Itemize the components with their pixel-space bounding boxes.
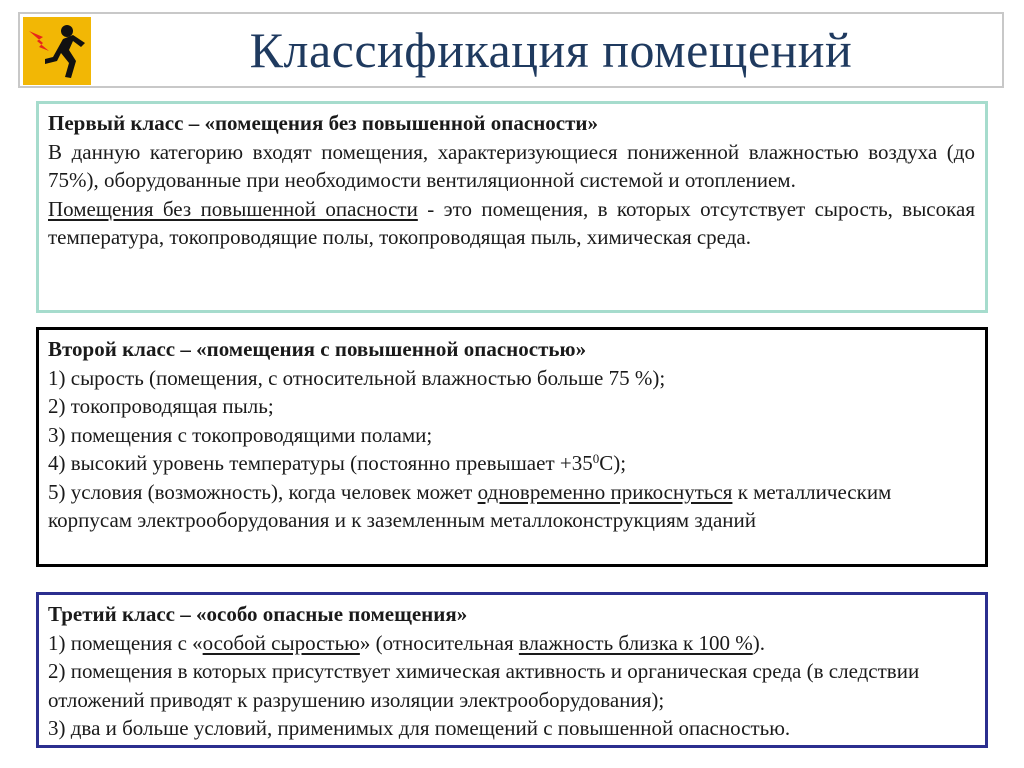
class2-item-4-unit: С); xyxy=(599,451,627,475)
electric-shock-warning-icon xyxy=(23,17,91,85)
class1-description: В данную категорию входят помещения, характеризующиеся пониженной влажностью воздуха (до 75%), оборудованные при необходимости вентиляционной системой и отоплением. xyxy=(48,139,975,192)
class2-item-2: 2) токопроводящая пыль; xyxy=(48,394,274,418)
class3-item-1-c: ). xyxy=(752,630,765,655)
class1-term-rest: - это помещения, в которых отсутствует сырость, высокая температура, токопроводящие полы, токопроводящая пыль, химическая среда. xyxy=(48,196,975,249)
class2-item-4 xyxy=(48,449,975,478)
class3-item-1-a: 1) помещения с « xyxy=(48,630,203,655)
class1-definition xyxy=(48,195,975,252)
class2-item-5-text: 5) условия (возможность), когда человек может xyxy=(48,479,478,504)
class3-item-1-underlined-1: особой сыростью xyxy=(202,630,360,655)
class2-heading: Второй класс – «помещения с повышенной опасностью» xyxy=(48,337,587,361)
header xyxy=(18,12,1004,88)
class2-item-3: 3) помещения с токопроводящими полами; xyxy=(48,422,433,447)
class1-box xyxy=(36,101,988,313)
class2-item-5 xyxy=(48,478,975,535)
class3-item-2: 2) помещения в которых присутствует химическая активность и органическая среда (в следствии отложений приводят к разрушению изоляции электрооборудования); xyxy=(48,659,920,712)
class3-heading: Третий класс – «особо опасные помещения» xyxy=(48,602,468,626)
class2-item-5-underlined: одновременно прикоснуться xyxy=(477,479,733,504)
class3-item-3: 3) два и больше условий, применимых для помещений с повышенной опасностью. xyxy=(48,716,791,740)
page-title: Классификация помещений xyxy=(249,22,853,78)
class3-box xyxy=(36,592,988,748)
class1-heading: Первый класс – «помещения без повышенной опасности» xyxy=(48,111,599,135)
class3-item-1-b: » (относительная xyxy=(359,630,519,655)
class2-item-5-rest: к металлическим корпусам электрооборудования и к заземленным металлоконструкциям зданий xyxy=(48,479,892,532)
class3-item-1 xyxy=(48,629,975,658)
class2-item-4-text: 4) высокий уровень температуры (постоянно превышает +35 xyxy=(48,451,593,475)
class1-term: Помещения без повышенной опасности xyxy=(48,196,418,221)
class2-box xyxy=(36,327,988,567)
class2-item-1: 1) сырость (помещения, с относительной влажностью больше 75 %); xyxy=(48,365,666,390)
class3-item-1-underlined-2: влажность близка к 100 % xyxy=(518,630,753,655)
class2-item-4-degree: 0 xyxy=(592,451,600,466)
